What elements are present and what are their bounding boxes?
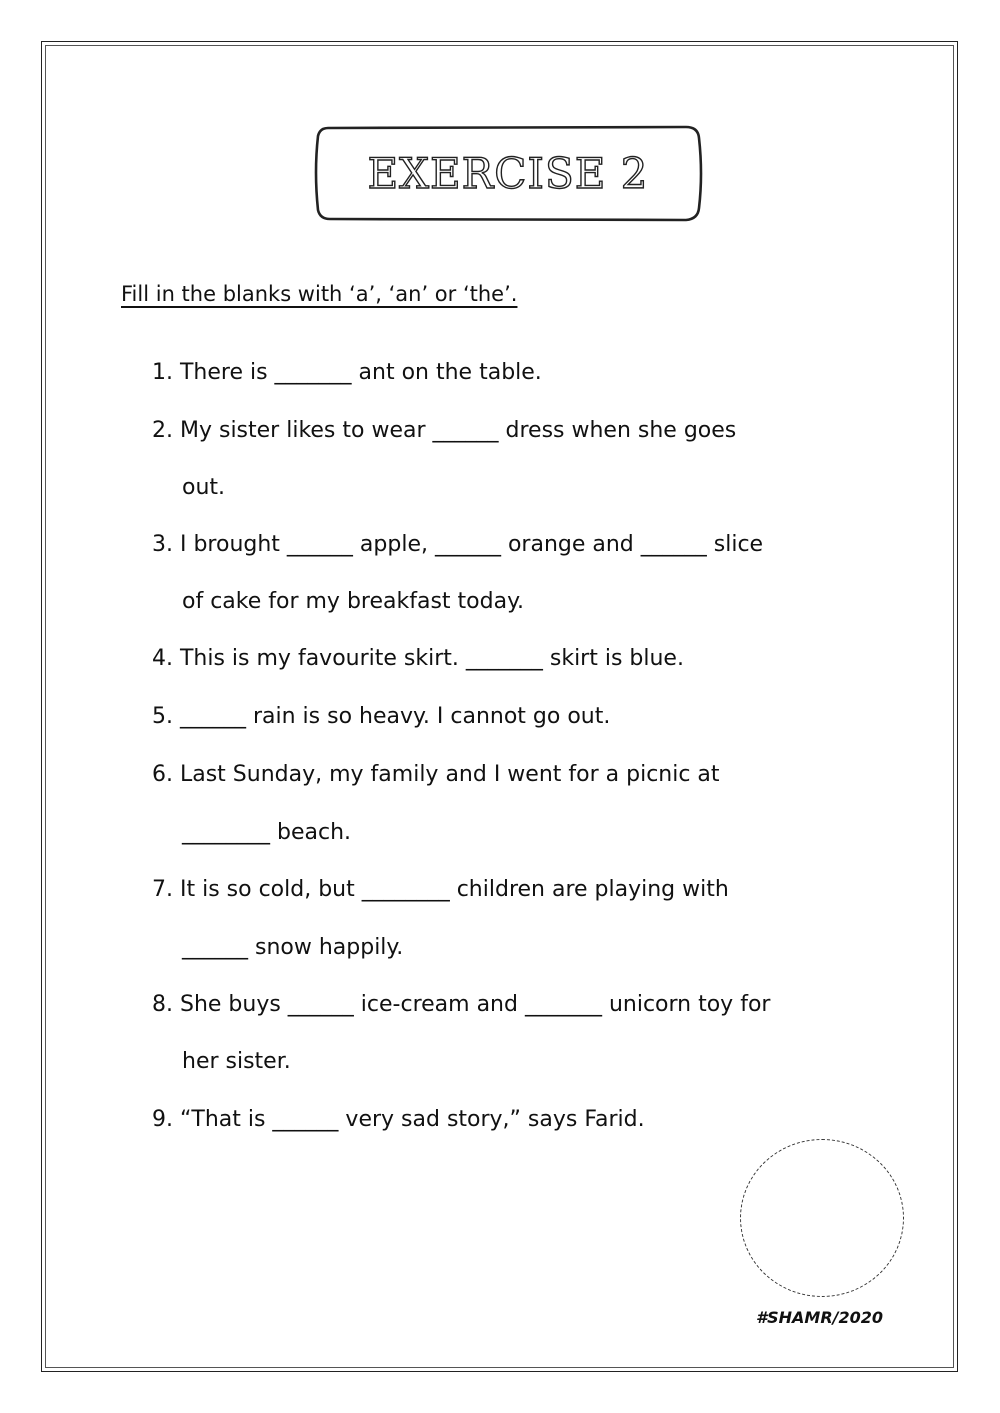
- score-stamp-circle: [740, 1139, 904, 1297]
- question-3-continued: of cake for my breakfast today.: [182, 589, 524, 614]
- instruction-text: Fill in the blanks with ‘a’, ‘an’ or ‘the’.: [121, 282, 518, 306]
- question-1: 1. There is _______ ant on the table.: [152, 360, 542, 385]
- question-7: 7. It is so cold, but ________ children are playing with: [152, 877, 729, 902]
- question-8-continued: her sister.: [182, 1049, 291, 1074]
- question-6-continued: ________ beach.: [182, 820, 352, 845]
- question-8: 8. She buys ______ ice-cream and _______ unicorn toy for: [152, 992, 771, 1017]
- question-5: 5. ______ rain is so heavy. I cannot go out.: [152, 704, 611, 729]
- question-2-continued: out.: [182, 475, 226, 500]
- title-banner: [310, 122, 706, 226]
- question-6: 6. Last Sunday, my family and I went for a picnic at: [152, 762, 720, 787]
- question-3: 3. I brought ______ apple, ______ orange and ______ slice: [152, 532, 764, 557]
- question-2: 2. My sister likes to wear ______ dress when she goes: [152, 418, 737, 443]
- question-9: 9. “That is ______ very sad story,” says Farid.: [152, 1107, 645, 1132]
- worksheet-title: EXERCISE 2: [367, 149, 649, 198]
- question-7-continued: ______ snow happily.: [182, 935, 404, 960]
- question-4: 4. This is my favourite skirt. _______ skirt is blue.: [152, 646, 684, 671]
- footer-tag: #SHAMR/2020: [756, 1308, 884, 1327]
